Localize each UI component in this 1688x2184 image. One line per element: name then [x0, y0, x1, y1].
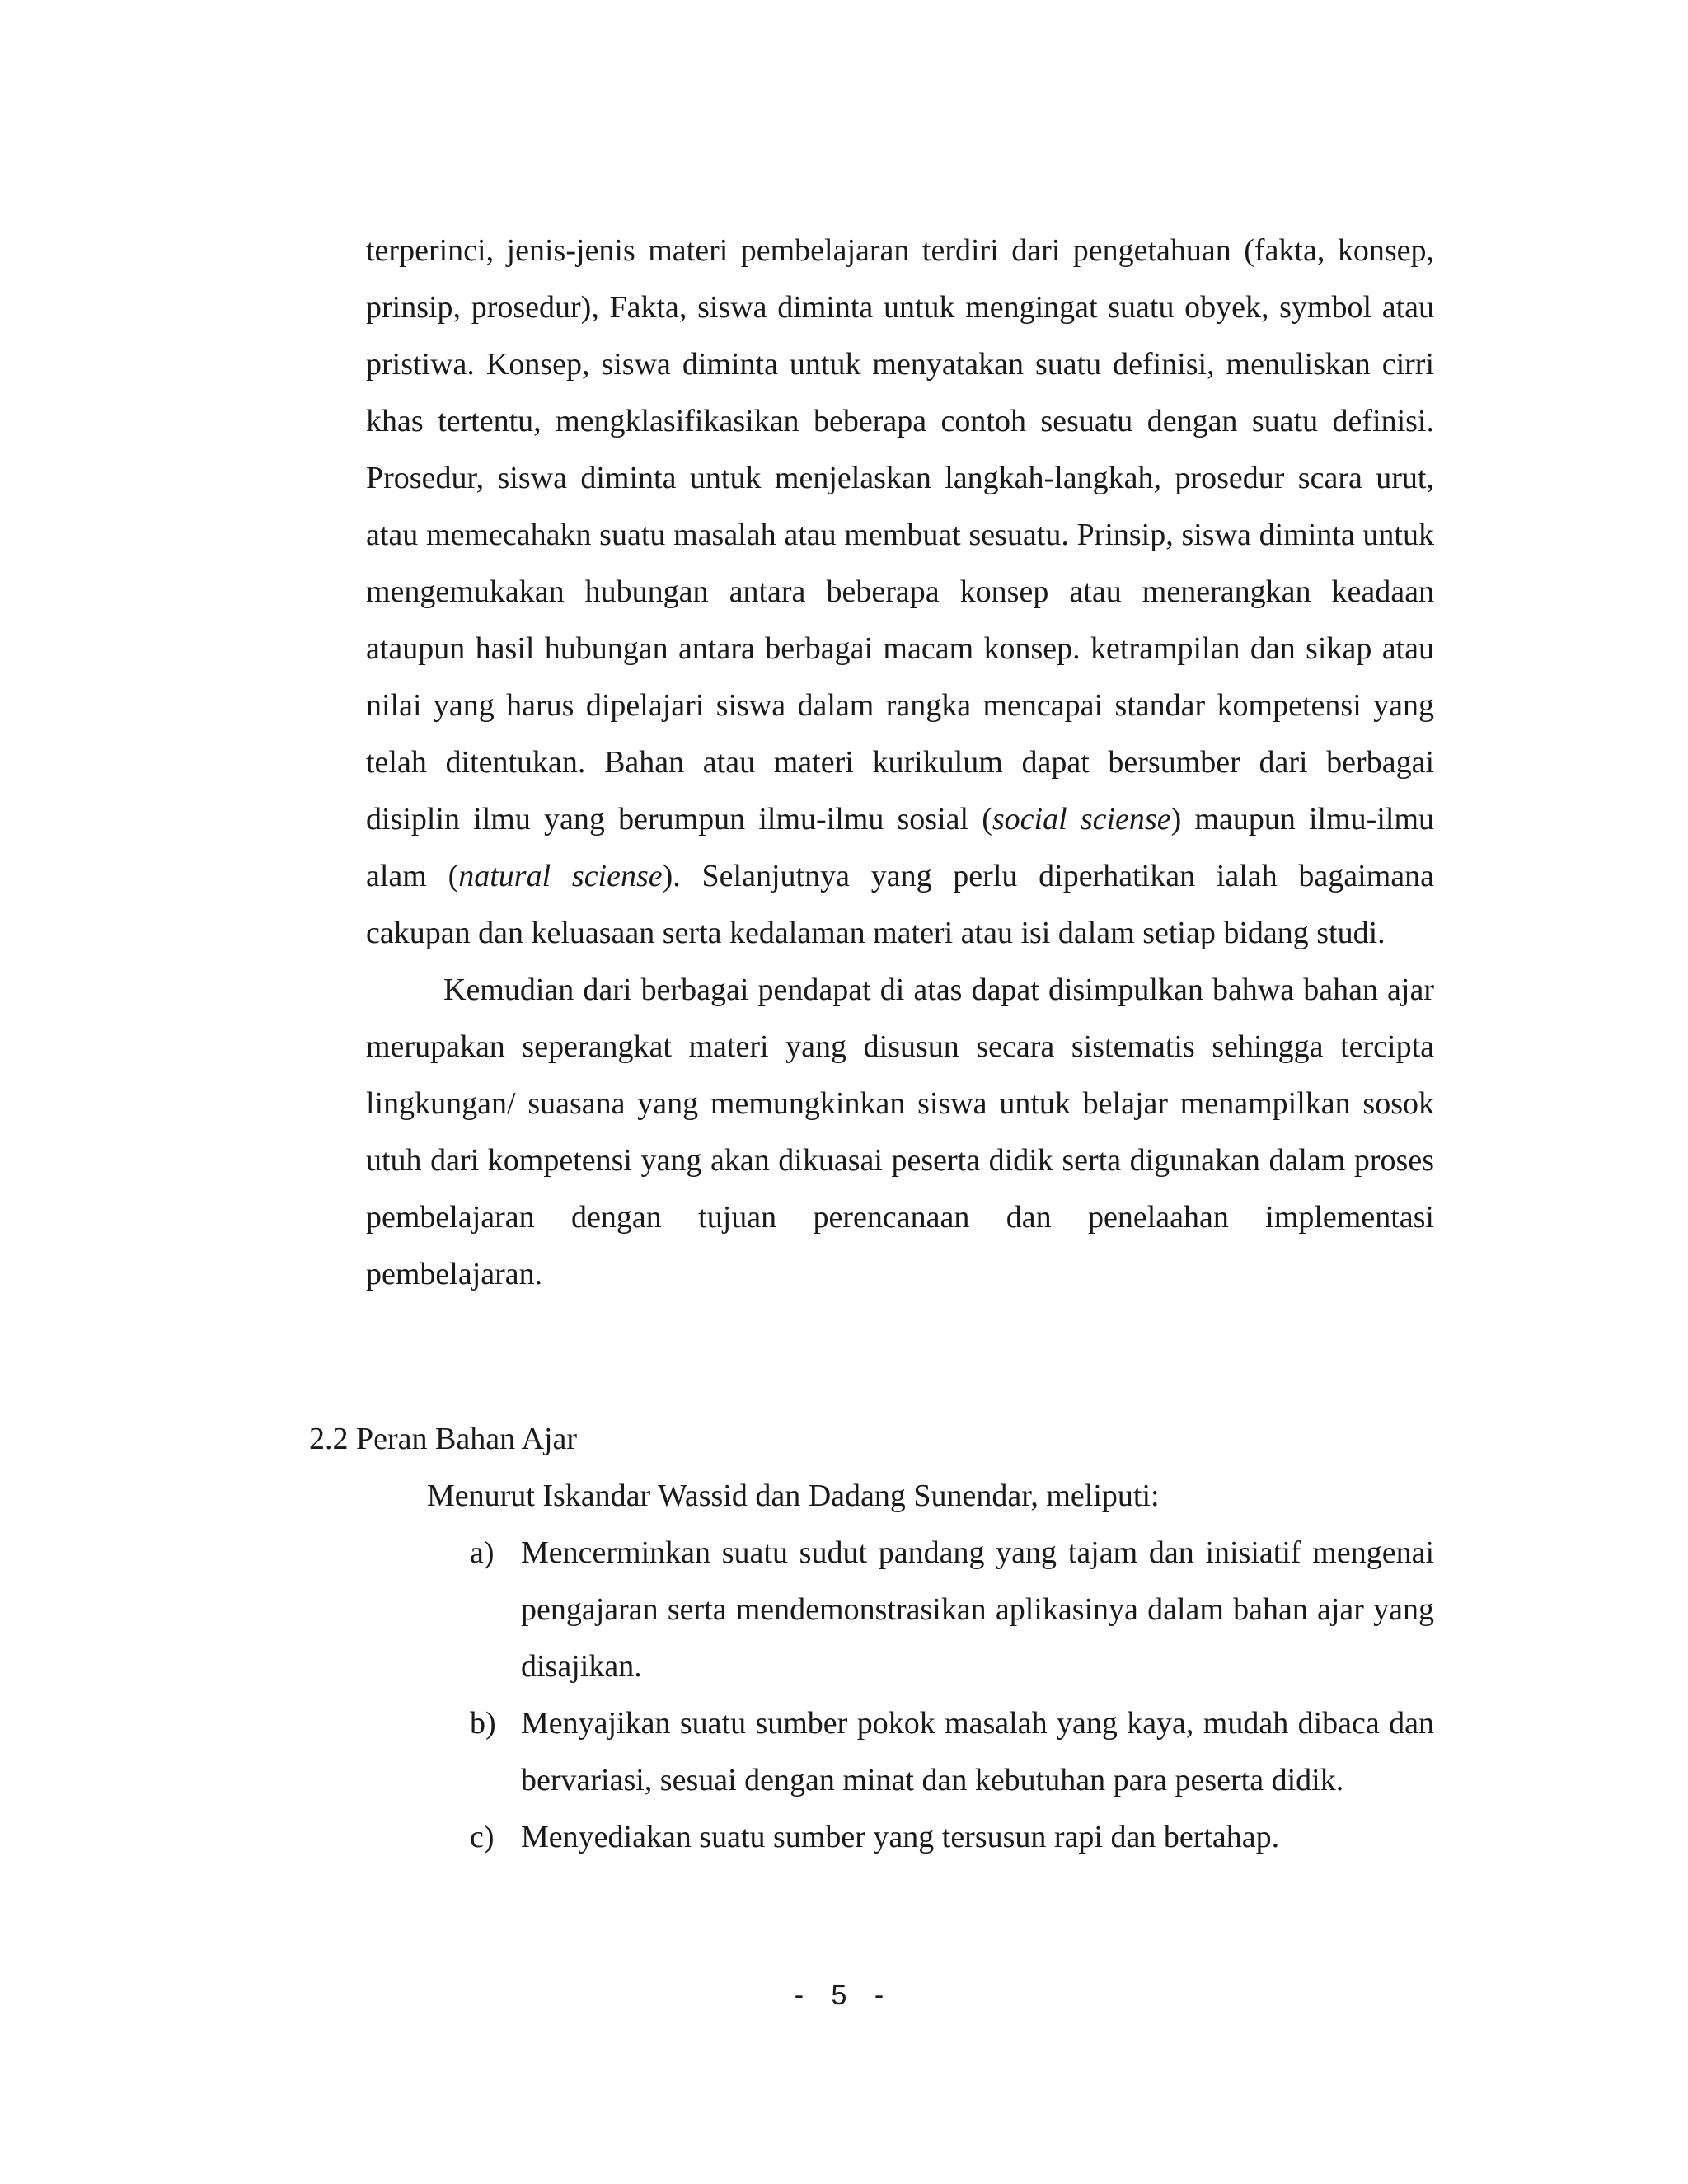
list-item	[470, 1809, 1434, 1866]
italic-term-natural-sciense: natural sciense	[458, 859, 663, 893]
list-item	[470, 1695, 1434, 1809]
list-marker: b)	[470, 1706, 496, 1741]
paragraph-materi	[366, 223, 1434, 962]
list-item-text: Mencerminkan suatu sudut pandang yang tajam dan inisiatif mengenai pengajaran serta mendemonstrasikan aplikasinya dalam bahan ajar yang disajikan.	[521, 1535, 1434, 1684]
list-marker: c)	[470, 1820, 495, 1854]
section-intro: Menurut Iskandar Wassid dan Dadang Sunendar, meliputi:	[427, 1479, 1160, 1513]
list-item	[470, 1525, 1434, 1695]
list-marker: a)	[470, 1535, 495, 1570]
paragraph-text: ). Selanjutnya yang perlu diperhatikan ialah bagaimana cakupan dan keluasaan serta kedalaman materi atau isi dalam setiap bidang studi.	[366, 859, 1434, 950]
section-heading: 2.2 Peran Bahan Ajar	[309, 1422, 578, 1456]
role-list	[470, 1525, 1434, 1866]
list-item-text: Menyajikan suatu sumber pokok masalah yang kaya, mudah dibaca dan bervariasi, sesuai dengan minat dan kebutuhan para peserta didik.	[521, 1706, 1434, 1797]
paragraph-text: ) maupun ilmu-ilmu alam (	[366, 802, 1434, 893]
paragraph-text: terperinci, jenis-jenis materi pembelajaran terdiri dari pengetahuan (fakta, konsep, prinsip, prosedur), Fakta, siswa diminta untuk mengingat suatu obyek, symbol atau pristiwa. Konsep, siswa diminta untuk menyatakan suatu definisi, menuliskan cirri khas tertentu, mengklasifikasikan beberapa contoh sesuatu dengan suatu definisi. Prosedur, siswa diminta untuk menjelaskan langkah-langkah, prosedur scara urut, atau memecahakn suatu masalah atau membuat sesuatu. Prinsip, siswa diminta untuk mengemukakan hubungan antara beberapa konsep atau menerangkan keadaan ataupun hasil hubungan antara berbagai macam konsep. ketrampilan dan sikap atau nilai yang harus dipelajari siswa dalam rangka mencapai standar kompetensi yang telah ditentukan. Bahan atau materi kurikulum dapat bersumber dari berbagai disiplin ilmu yang berumpun ilmu-ilmu sosial (	[366, 233, 1434, 837]
italic-term-social-sciense: social sciense	[992, 802, 1171, 837]
paragraph-kesimpulan	[366, 962, 1434, 1303]
list-item-text: Menyediakan suatu sumber yang tersusun rapi dan bertahap.	[521, 1820, 1280, 1854]
page-number: - 5 -	[794, 1980, 894, 2011]
body-text	[366, 223, 1434, 1303]
paragraph-text: Kemudian dari berbagai pendapat di atas dapat disimpulkan bahwa bahan ajar merupakan seperangkat materi yang disusun secara sistematis sehingga tercipta lingkungan/ suasana yang memungkinkan siswa untuk belajar menampilkan sosok utuh dari kompetensi yang akan dikuasai peserta didik serta digunakan dalam proses pembelajaran dengan tujuan perencanaan dan penelaahan implementasi pembelajaran.	[366, 972, 1434, 1291]
